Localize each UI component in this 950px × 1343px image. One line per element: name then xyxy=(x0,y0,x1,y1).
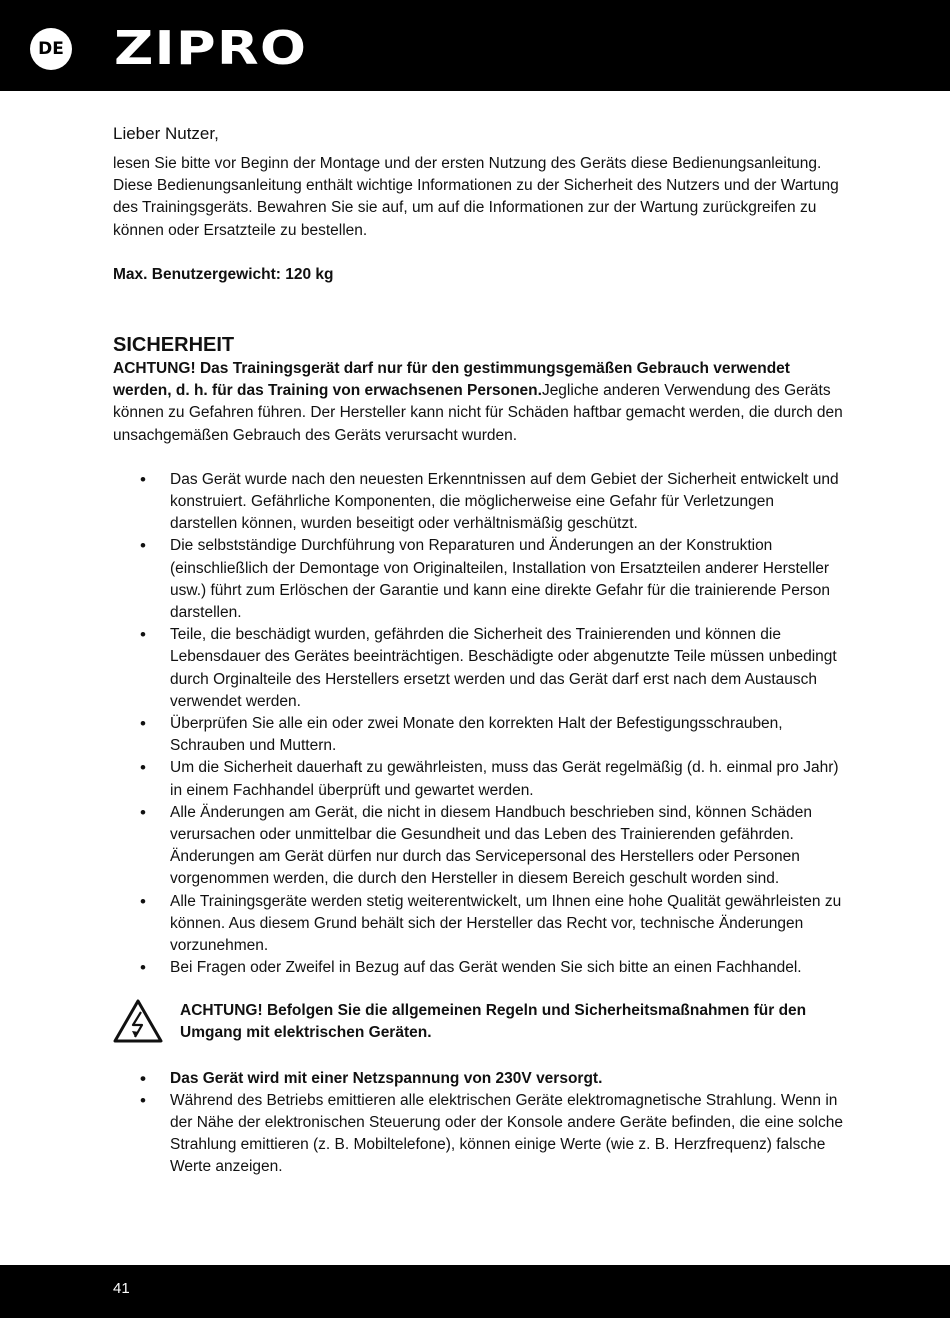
list-item: • Alle Änderungen am Gerät, die nicht in diesem Handbuch beschrieben sind, können Schäden verursachen oder unmittelbar die Gesundheit und das Leben des Trainierenden gefährden. Änderungen am Gerät dürfen nur durch das Servicepersonal des Herstellers oder Personen vorgenommen werden, die durch den Hersteller in diesem Bereich geschult worden sind. xyxy=(113,802,843,891)
page-header xyxy=(0,0,950,91)
list-item: • Um die Sicherheit dauerhaft zu gewährleisten, muss das Gerät regelmäßig (d. h. einmal pro Jahr) in einem Fachhandel überprüft und gewartet werden. xyxy=(113,757,843,801)
section-title-safety: SICHERHEIT xyxy=(113,334,235,357)
greeting: Lieber Nutzer, xyxy=(113,124,219,143)
intro-paragraph: lesen Sie bitte vor Beginn der Montage und der ersten Nutzung des Geräts diese Bedienungsanleitung. Diese Bedienungsanleitung enthält wichtige Informationen zu der Sicherheit des Nutzers und der Wartung des Trainingsgeräts. Bewahren Sie sie auf, um auf die Informationen zur der Wartung zurückgreifen zu können oder Ersatzteile zu bestellen. xyxy=(113,155,839,239)
list-item: • Alle Trainingsgeräte werden stetig weiterentwickelt, um Ihnen eine hohe Qualität gewährleisten zu können. Aus diesem Grund behält sich der Hersteller das Recht vor, technische Änderungen vorzunehmen. xyxy=(113,891,843,958)
list-item: • Teile, die beschädigt wurden, gefährden die Sicherheit des Trainierenden und können die Lebensdauer des Gerätes beeinträchtigen. Beschädigte oder abgenutzte Teile müssen unbedingt durch Orginalteile des Herstellers ersetzt werden und das Gerät darf erst nach dem Austausch verwendet werden. xyxy=(113,624,843,713)
page-footer xyxy=(0,1265,950,1318)
safety-warning-bold: ACHTUNG! Das Trainingsgerät darf nur für den gestimmungsgemäßen Gebrauch verwendet werden, d. h. für das Training von erwachsenen Personen. xyxy=(113,360,790,400)
document-body xyxy=(113,121,843,1179)
electrical-warning xyxy=(113,1000,843,1048)
high-voltage-warning-icon xyxy=(113,998,163,1044)
safety-warning-paragraph xyxy=(113,358,843,447)
language-badge: DE xyxy=(30,28,72,70)
electrical-warning-text: ACHTUNG! Befolgen Sie die allgemeinen Regeln und Sicherheitsmaßnahmen für den Umgang mit elektrischen Geräten. xyxy=(180,1001,807,1041)
list-item: • Das Gerät wurde nach den neuesten Erkenntnissen auf dem Gebiet der Sicherheit entwickelt und konstruiert. Gefährliche Komponenten, die möglicherweise eine Gefahr für Verletzungen darstellen können, wurden beseitigt oder verhältnismäßig geschützt. xyxy=(113,469,843,536)
brand-logo: ZIPRO xyxy=(114,21,308,75)
safety-warning-text: Jegliche anderen Verwendung des Geräts können zu Gefahren führen. Der Hersteller kann nicht für Schäden haftbar gemacht werden, die durch den unsachgemäßen Gebrauch des Geräts verursacht wurden. xyxy=(113,382,843,444)
max-user-weight: Max. Benutzergewicht: 120 kg xyxy=(113,265,334,283)
list-item: • Das Gerät wird mit einer Netzspannung von 230V versorgt. xyxy=(113,1068,843,1090)
list-item: • Bei Fragen oder Zweifel in Bezug auf das Gerät wenden Sie sich bitte an einen Fachhandel. xyxy=(113,957,843,979)
page-number: 41 xyxy=(113,1280,130,1297)
list-item: • Während des Betriebs emittieren alle elektrischen Geräte elektromagnetische Strahlung. Wenn in der Nähe der elektronischen Steuerung oder der Konsole andere Geräte befinden, die eine solche Strahlung emittieren (z. B. Mobiltelefone), können einige Werte (wie z. B. Herzfrequenz) falsche Werte anzeigen. xyxy=(113,1090,843,1179)
list-item: • Überprüfen Sie alle ein oder zwei Monate den korrekten Halt der Befestigungsschrauben, Schrauben und Muttern. xyxy=(113,713,843,757)
list-item: • Die selbstständige Durchführung von Reparaturen und Änderungen an der Konstruktion (einschließlich der Demontage von Originalteilen, Installation von Ersatzteilen anderer Hersteller usw.) führt zum Erlöschen der Garantie und kann eine direkte Gefahr für die trainierende Person darstellen. xyxy=(113,535,843,624)
safety-bullet-list xyxy=(113,469,843,980)
electrical-bullet-list xyxy=(113,1068,843,1179)
